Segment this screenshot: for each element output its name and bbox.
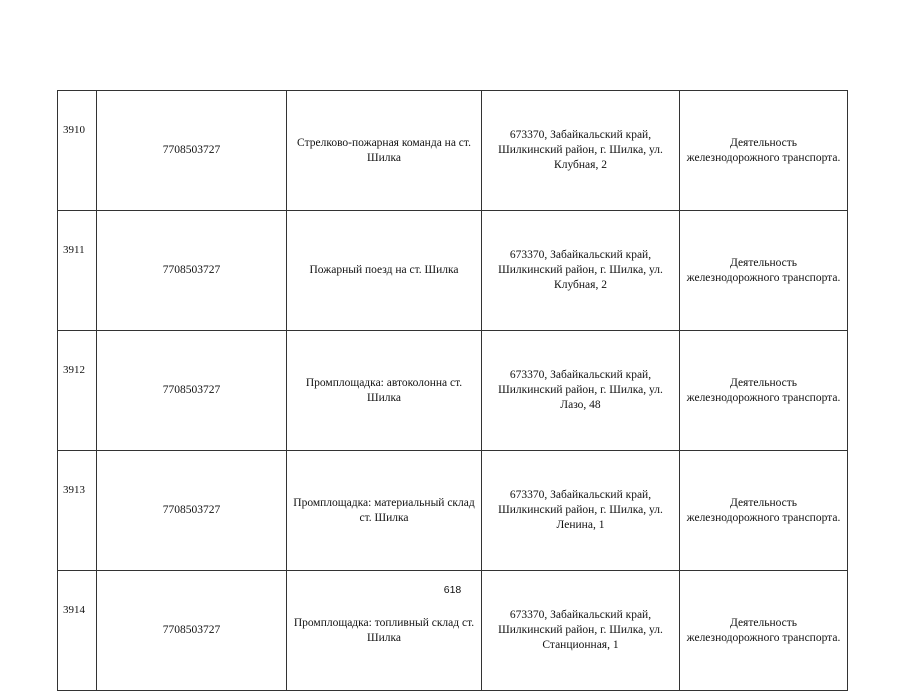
row-number: 3913 (58, 451, 97, 571)
activity-cell: Деятельность железнодорожного транспорта. (680, 571, 848, 691)
address-cell: 673370, Забайкальский край, Шилкинский район, г. Шилка, ул. Ленина, 1 (482, 451, 680, 571)
inn-cell: 7708503727 (97, 571, 287, 691)
inn-cell: 7708503727 (97, 211, 287, 331)
address-cell: 673370, Забайкальский край, Шилкинский район, г. Шилка, ул. Лазо, 48 (482, 331, 680, 451)
table-row (58, 91, 848, 211)
object-name-cell: Пожарный поезд на ст. Шилка (287, 211, 482, 331)
inn-cell: 7708503727 (97, 451, 287, 571)
registry-table (57, 90, 848, 691)
address-cell: 673370, Забайкальский край, Шилкинский район, г. Шилка, ул. Клубная, 2 (482, 91, 680, 211)
object-name-cell: Стрелково-пожарная команда на ст. Шилка (287, 91, 482, 211)
activity-cell: Деятельность железнодорожного транспорта. (680, 211, 848, 331)
table-row (58, 451, 848, 571)
row-number: 3914 (58, 571, 97, 691)
row-number: 3911 (58, 211, 97, 331)
activity-cell: Деятельность железнодорожного транспорта. (680, 91, 848, 211)
object-name-cell: Промплощадка: топливный склад ст. Шилка (287, 571, 482, 691)
row-number: 3910 (58, 91, 97, 211)
object-name-cell: Промплощадка: автоколонна ст. Шилка (287, 331, 482, 451)
address-cell: 673370, Забайкальский край, Шилкинский район, г. Шилка, ул. Клубная, 2 (482, 211, 680, 331)
activity-cell: Деятельность железнодорожного транспорта. (680, 451, 848, 571)
table-row (58, 211, 848, 331)
row-number: 3912 (58, 331, 97, 451)
inn-cell: 7708503727 (97, 91, 287, 211)
table-row (58, 331, 848, 451)
page-number: 618 (443, 584, 462, 596)
address-cell: 673370, Забайкальский край, Шилкинский район, г. Шилка, ул. Станционная, 1 (482, 571, 680, 691)
object-name-cell: Промплощадка: материальный склад ст. Шилка (287, 451, 482, 571)
activity-cell: Деятельность железнодорожного транспорта. (680, 331, 848, 451)
inn-cell: 7708503727 (97, 331, 287, 451)
